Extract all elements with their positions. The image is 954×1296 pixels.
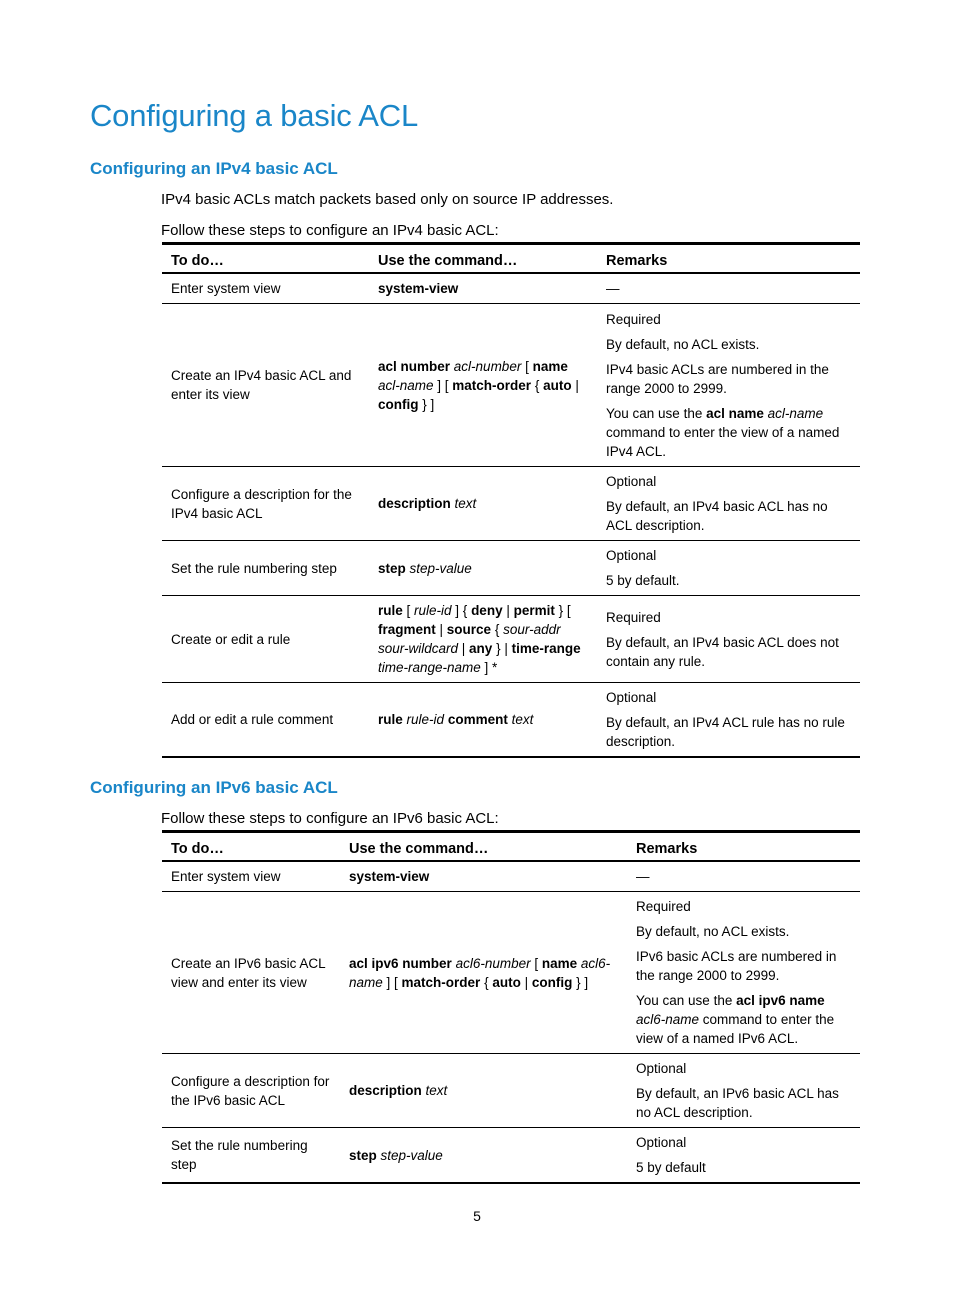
todo-cell: Set the rule numbering step: [162, 1128, 340, 1184]
remark-line: IPv4 basic ACLs are numbered in the range 2000 to 2999.: [606, 361, 829, 396]
command-keyword: acl name: [706, 405, 764, 421]
remark-line: By default, no ACL exists.: [606, 336, 760, 352]
command-cell: [340, 1054, 627, 1128]
remarks-cell: [627, 892, 860, 1054]
command-keyword: auto: [543, 377, 572, 393]
command-cell: acl ipv6 number acl6-number [ name acl6-name ] [ match-order { auto | config } ]: [340, 892, 627, 1054]
command-keyword: any: [469, 641, 493, 656]
command-cell: [369, 467, 597, 541]
table-row: [162, 861, 860, 892]
remarks-cell: [627, 1128, 860, 1184]
command-keyword: step: [378, 560, 406, 576]
remarks-cell: [627, 861, 860, 892]
remark-text: command to enter the view of a named IPv4 ACL.: [606, 424, 840, 459]
todo-cell: Create an IPv6 basic ACL view and enter its view: [162, 892, 340, 1054]
remark-line: By default, an IPv4 basic ACL has no ACL description.: [606, 499, 828, 533]
command-keyword: deny: [471, 603, 503, 618]
ipv6-command-table: [162, 830, 860, 1184]
command-argument: time-range-name: [378, 660, 481, 675]
ipv4-steps-intro: Follow these steps to configure an IPv4 basic ACL:: [161, 222, 499, 239]
command-keyword: match-order: [401, 974, 481, 990]
remark-line: Required: [606, 609, 661, 625]
command-cell: [369, 683, 597, 758]
command-keyword: name: [532, 358, 568, 374]
page-title: Configuring a basic ACL: [90, 98, 418, 133]
command-keyword: config: [531, 974, 573, 990]
remark-line: Optional: [606, 690, 657, 705]
remarks-cell: [597, 541, 860, 596]
command-cell: [369, 273, 597, 304]
table-row: [162, 273, 860, 304]
todo-cell: Add or edit a rule comment: [162, 683, 369, 758]
command-keyword: acl ipv6 number: [349, 955, 452, 971]
command-argument: text: [425, 1083, 448, 1098]
remark-line: By default, an IPv4 ACL rule has no rule description.: [606, 715, 845, 749]
remark-line: [636, 991, 852, 1048]
command-keyword: acl ipv6 name: [736, 993, 825, 1008]
command-argument: acl6-name: [636, 1012, 700, 1027]
command-argument: rule-id: [406, 712, 445, 727]
table-header-row: [162, 832, 860, 862]
section-heading-ipv6: Configuring an IPv6 basic ACL: [90, 778, 338, 797]
command-keyword: source: [446, 622, 492, 637]
command-cell: [369, 541, 597, 596]
remark-line: Required: [606, 311, 661, 327]
remarks-cell: [597, 273, 860, 304]
remarks-cell: [597, 683, 860, 758]
remark-line: Optional: [606, 548, 657, 563]
command-keyword: fragment: [378, 622, 436, 637]
section-heading-ipv4: Configuring an IPv4 basic ACL: [90, 159, 338, 178]
ipv6-steps-intro: Follow these steps to configure an IPv6 basic ACL:: [161, 810, 499, 827]
remark-line: —: [606, 281, 620, 296]
todo-cell: Set the rule numbering step: [162, 541, 369, 596]
column-header-command: Use the command…: [369, 244, 597, 274]
todo-cell: Create or edit a rule: [162, 596, 369, 683]
command-argument: acl6-number: [455, 955, 531, 971]
remark-text: You can use the: [636, 993, 737, 1008]
todo-cell: Configure a description for the IPv6 basic ACL: [162, 1054, 340, 1128]
table-row: [162, 892, 860, 1054]
command-argument: acl-name: [378, 377, 434, 393]
ipv4-command-table: [162, 242, 860, 758]
command-argument: acl-number: [453, 358, 522, 374]
command-keyword: system-view: [378, 281, 459, 296]
command-cell: rule [ rule-id ] { deny | permit } [ fragment | source { sour-addr sour-wildcard | any } | time-range time-range-name ] *: [369, 596, 597, 683]
ipv4-intro: IPv4 basic ACLs match packets based only on source IP addresses.: [161, 191, 614, 208]
command-keyword: system-view: [349, 869, 430, 884]
command-keyword: match-order: [452, 377, 532, 393]
command-keyword: time-range: [511, 641, 581, 656]
command-cell: [340, 861, 627, 892]
command-keyword: rule: [378, 712, 403, 727]
column-header-command: Use the command…: [340, 832, 627, 862]
command-argument: acl-name: [767, 405, 824, 421]
command-keyword: permit: [513, 603, 555, 618]
column-header-todo: To do…: [162, 244, 369, 274]
remark-text: command to enter the view of a named IPv6 ACL.: [636, 1012, 835, 1046]
table-row: [162, 1128, 860, 1184]
table-row: [162, 683, 860, 758]
column-header-todo: To do…: [162, 832, 340, 862]
command-keyword: auto: [492, 974, 521, 990]
command-cell: [340, 1128, 627, 1184]
command-argument: step-value: [409, 560, 472, 576]
table-row: [162, 1054, 860, 1128]
remark-text: You can use the: [606, 405, 707, 421]
page-number: 5: [473, 1208, 481, 1224]
command-argument: sour-addr: [503, 622, 561, 637]
remarks-cell: [597, 304, 860, 467]
table-row: [162, 596, 860, 683]
command-argument: acl6-name: [349, 955, 611, 990]
remark-line: By default, an IPv4 basic ACL does not contain any rule.: [606, 634, 839, 669]
todo-cell: Enter system view: [171, 869, 281, 884]
command-cell: acl number acl-number [ name acl-name ] [ match-order { auto | config } ]: [369, 304, 597, 467]
command-argument: rule-id: [414, 603, 452, 618]
remark-line: IPv6 basic ACLs are numbered in the range 2000 to 2999.: [636, 949, 837, 983]
column-header-remarks: Remarks: [627, 832, 860, 862]
command-keyword: name: [541, 955, 578, 971]
command-argument: sour-wildcard: [378, 641, 459, 656]
table-row: [162, 541, 860, 596]
remarks-cell: [597, 467, 860, 541]
command-keyword: comment: [447, 712, 508, 727]
command-argument: step-value: [380, 1147, 443, 1163]
table-row: [162, 304, 860, 467]
remark-line: Required: [636, 899, 691, 914]
remark-line: By default, no ACL exists.: [636, 924, 790, 939]
command-argument: text: [454, 496, 477, 511]
remark-line: 5 by default: [636, 1160, 706, 1175]
remark-line: [606, 404, 852, 461]
column-header-remarks: Remarks: [597, 244, 860, 274]
todo-cell: Configure a description for the IPv4 basic ACL: [162, 467, 369, 541]
table-header-row: [162, 244, 860, 274]
command-keyword: acl number: [378, 358, 451, 374]
remark-line: Optional: [636, 1135, 687, 1150]
remark-line: By default, an IPv6 basic ACL has no ACL description.: [636, 1086, 839, 1120]
command-keyword: description: [378, 496, 451, 511]
remarks-cell: [627, 1054, 860, 1128]
remark-line: —: [636, 869, 650, 884]
remark-line: 5 by default.: [606, 573, 680, 588]
table-row: [162, 467, 860, 541]
remark-line: Optional: [606, 474, 657, 489]
todo-cell: Create an IPv4 basic ACL and enter its view: [162, 304, 369, 467]
todo-cell: Enter system view: [171, 281, 281, 296]
remarks-cell: [597, 596, 860, 683]
command-keyword: rule: [378, 603, 403, 618]
command-keyword: description: [349, 1083, 422, 1098]
command-keyword: config: [378, 396, 419, 412]
command-keyword: step: [349, 1147, 377, 1163]
command-argument: text: [511, 712, 534, 727]
remark-line: Optional: [636, 1061, 687, 1076]
